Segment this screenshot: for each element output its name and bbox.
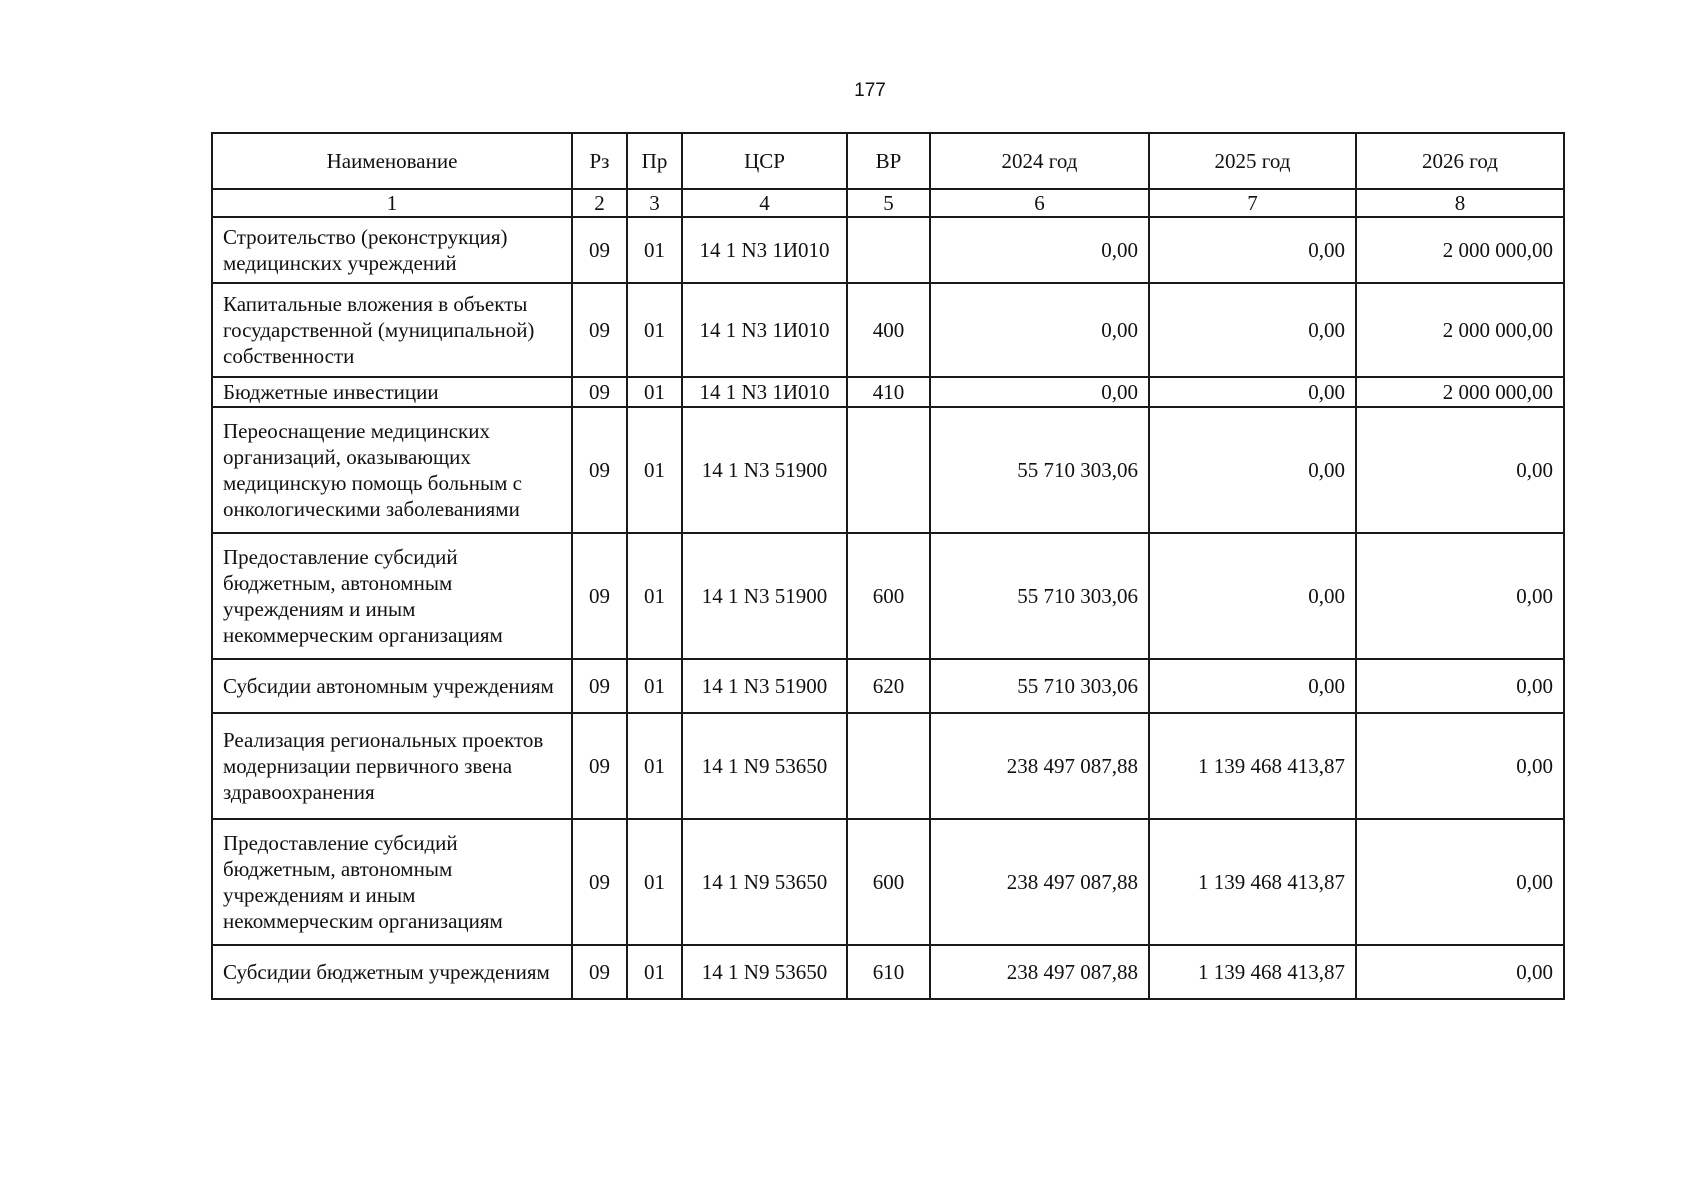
row-amount-2026: 0,00 <box>1356 713 1564 819</box>
row-name: Бюджетные инвестиции <box>212 377 572 407</box>
row-pr: 01 <box>627 659 682 713</box>
row-vr: 600 <box>847 533 930 659</box>
row-pr: 01 <box>627 407 682 533</box>
row-vr <box>847 407 930 533</box>
row-vr: 400 <box>847 283 930 377</box>
table-row <box>212 533 1564 659</box>
row-name: Субсидии бюджетным учреждениям <box>212 945 572 999</box>
row-name: Капитальные вложения в объекты государственной (муниципальной) собственности <box>212 283 572 377</box>
table-row <box>212 407 1564 533</box>
row-name: Предоставление субсидий бюджетным, автономным учреждениям и иным некоммерческим организациям <box>212 819 572 945</box>
row-rz: 09 <box>572 659 627 713</box>
row-name: Субсидии автономным учреждениям <box>212 659 572 713</box>
header-name: Наименование <box>212 133 572 189</box>
column-number: 4 <box>682 189 847 217</box>
column-number: 3 <box>627 189 682 217</box>
row-rz: 09 <box>572 819 627 945</box>
table-row <box>212 377 1564 407</box>
row-csr: 14 1 N3 51900 <box>682 533 847 659</box>
row-amount-2025: 0,00 <box>1149 217 1356 283</box>
row-rz: 09 <box>572 713 627 819</box>
row-rz: 09 <box>572 217 627 283</box>
row-amount-2026: 0,00 <box>1356 407 1564 533</box>
row-vr: 410 <box>847 377 930 407</box>
table-row <box>212 819 1564 945</box>
row-name: Реализация региональных проектов модернизации первичного звена здравоохранения <box>212 713 572 819</box>
row-name: Предоставление субсидий бюджетным, автономным учреждениям и иным некоммерческим организациям <box>212 533 572 659</box>
row-amount-2026: 0,00 <box>1356 819 1564 945</box>
row-rz: 09 <box>572 407 627 533</box>
table-row <box>212 945 1564 999</box>
page-number: 177 <box>854 80 886 101</box>
row-amount-2026: 2 000 000,00 <box>1356 217 1564 283</box>
column-number: 2 <box>572 189 627 217</box>
row-amount-2025: 1 139 468 413,87 <box>1149 819 1356 945</box>
row-csr: 14 1 N9 53650 <box>682 713 847 819</box>
column-number: 5 <box>847 189 930 217</box>
row-amount-2025: 0,00 <box>1149 407 1356 533</box>
header-2024: 2024 год <box>930 133 1149 189</box>
row-amount-2024: 55 710 303,06 <box>930 533 1149 659</box>
column-number: 6 <box>930 189 1149 217</box>
row-pr: 01 <box>627 713 682 819</box>
row-pr: 01 <box>627 945 682 999</box>
row-csr: 14 1 N3 51900 <box>682 659 847 713</box>
row-amount-2024: 238 497 087,88 <box>930 945 1149 999</box>
table-row <box>212 283 1564 377</box>
row-amount-2024: 55 710 303,06 <box>930 659 1149 713</box>
table-row <box>212 217 1564 283</box>
row-rz: 09 <box>572 533 627 659</box>
row-amount-2025: 0,00 <box>1149 377 1356 407</box>
row-csr: 14 1 N3 1И010 <box>682 377 847 407</box>
row-vr: 600 <box>847 819 930 945</box>
row-amount-2025: 0,00 <box>1149 659 1356 713</box>
column-number-row <box>212 189 1564 217</box>
header-vr: ВР <box>847 133 930 189</box>
row-amount-2024: 55 710 303,06 <box>930 407 1149 533</box>
row-vr <box>847 217 930 283</box>
row-amount-2025: 0,00 <box>1149 283 1356 377</box>
row-pr: 01 <box>627 377 682 407</box>
budget-table <box>211 132 1565 1000</box>
row-name: Переоснащение медицинских организаций, оказывающих медицинскую помощь больным с онкологическими заболеваниями <box>212 407 572 533</box>
column-number: 7 <box>1149 189 1356 217</box>
header-2026: 2026 год <box>1356 133 1564 189</box>
row-vr: 620 <box>847 659 930 713</box>
row-csr: 14 1 N3 51900 <box>682 407 847 533</box>
row-csr: 14 1 N9 53650 <box>682 945 847 999</box>
row-amount-2026: 0,00 <box>1356 659 1564 713</box>
row-pr: 01 <box>627 217 682 283</box>
row-amount-2026: 0,00 <box>1356 945 1564 999</box>
row-vr: 610 <box>847 945 930 999</box>
table-row <box>212 713 1564 819</box>
row-rz: 09 <box>572 283 627 377</box>
row-amount-2024: 238 497 087,88 <box>930 713 1149 819</box>
column-number: 8 <box>1356 189 1564 217</box>
header-csr: ЦСР <box>682 133 847 189</box>
row-amount-2024: 238 497 087,88 <box>930 819 1149 945</box>
row-amount-2025: 1 139 468 413,87 <box>1149 713 1356 819</box>
table-row <box>212 659 1564 713</box>
column-number: 1 <box>212 189 572 217</box>
header-rz: Рз <box>572 133 627 189</box>
header-row <box>212 133 1564 189</box>
row-amount-2025: 0,00 <box>1149 533 1356 659</box>
row-csr: 14 1 N9 53650 <box>682 819 847 945</box>
row-pr: 01 <box>627 533 682 659</box>
header-pr: Пр <box>627 133 682 189</box>
row-rz: 09 <box>572 945 627 999</box>
header-2025: 2025 год <box>1149 133 1356 189</box>
row-rz: 09 <box>572 377 627 407</box>
row-amount-2026: 2 000 000,00 <box>1356 377 1564 407</box>
row-amount-2024: 0,00 <box>930 217 1149 283</box>
row-amount-2024: 0,00 <box>930 377 1149 407</box>
row-csr: 14 1 N3 1И010 <box>682 217 847 283</box>
row-amount-2026: 2 000 000,00 <box>1356 283 1564 377</box>
row-vr <box>847 713 930 819</box>
row-amount-2026: 0,00 <box>1356 533 1564 659</box>
row-amount-2024: 0,00 <box>930 283 1149 377</box>
row-name: Строительство (реконструкция) медицинских учреждений <box>212 217 572 283</box>
row-pr: 01 <box>627 819 682 945</box>
row-pr: 01 <box>627 283 682 377</box>
row-amount-2025: 1 139 468 413,87 <box>1149 945 1356 999</box>
row-csr: 14 1 N3 1И010 <box>682 283 847 377</box>
